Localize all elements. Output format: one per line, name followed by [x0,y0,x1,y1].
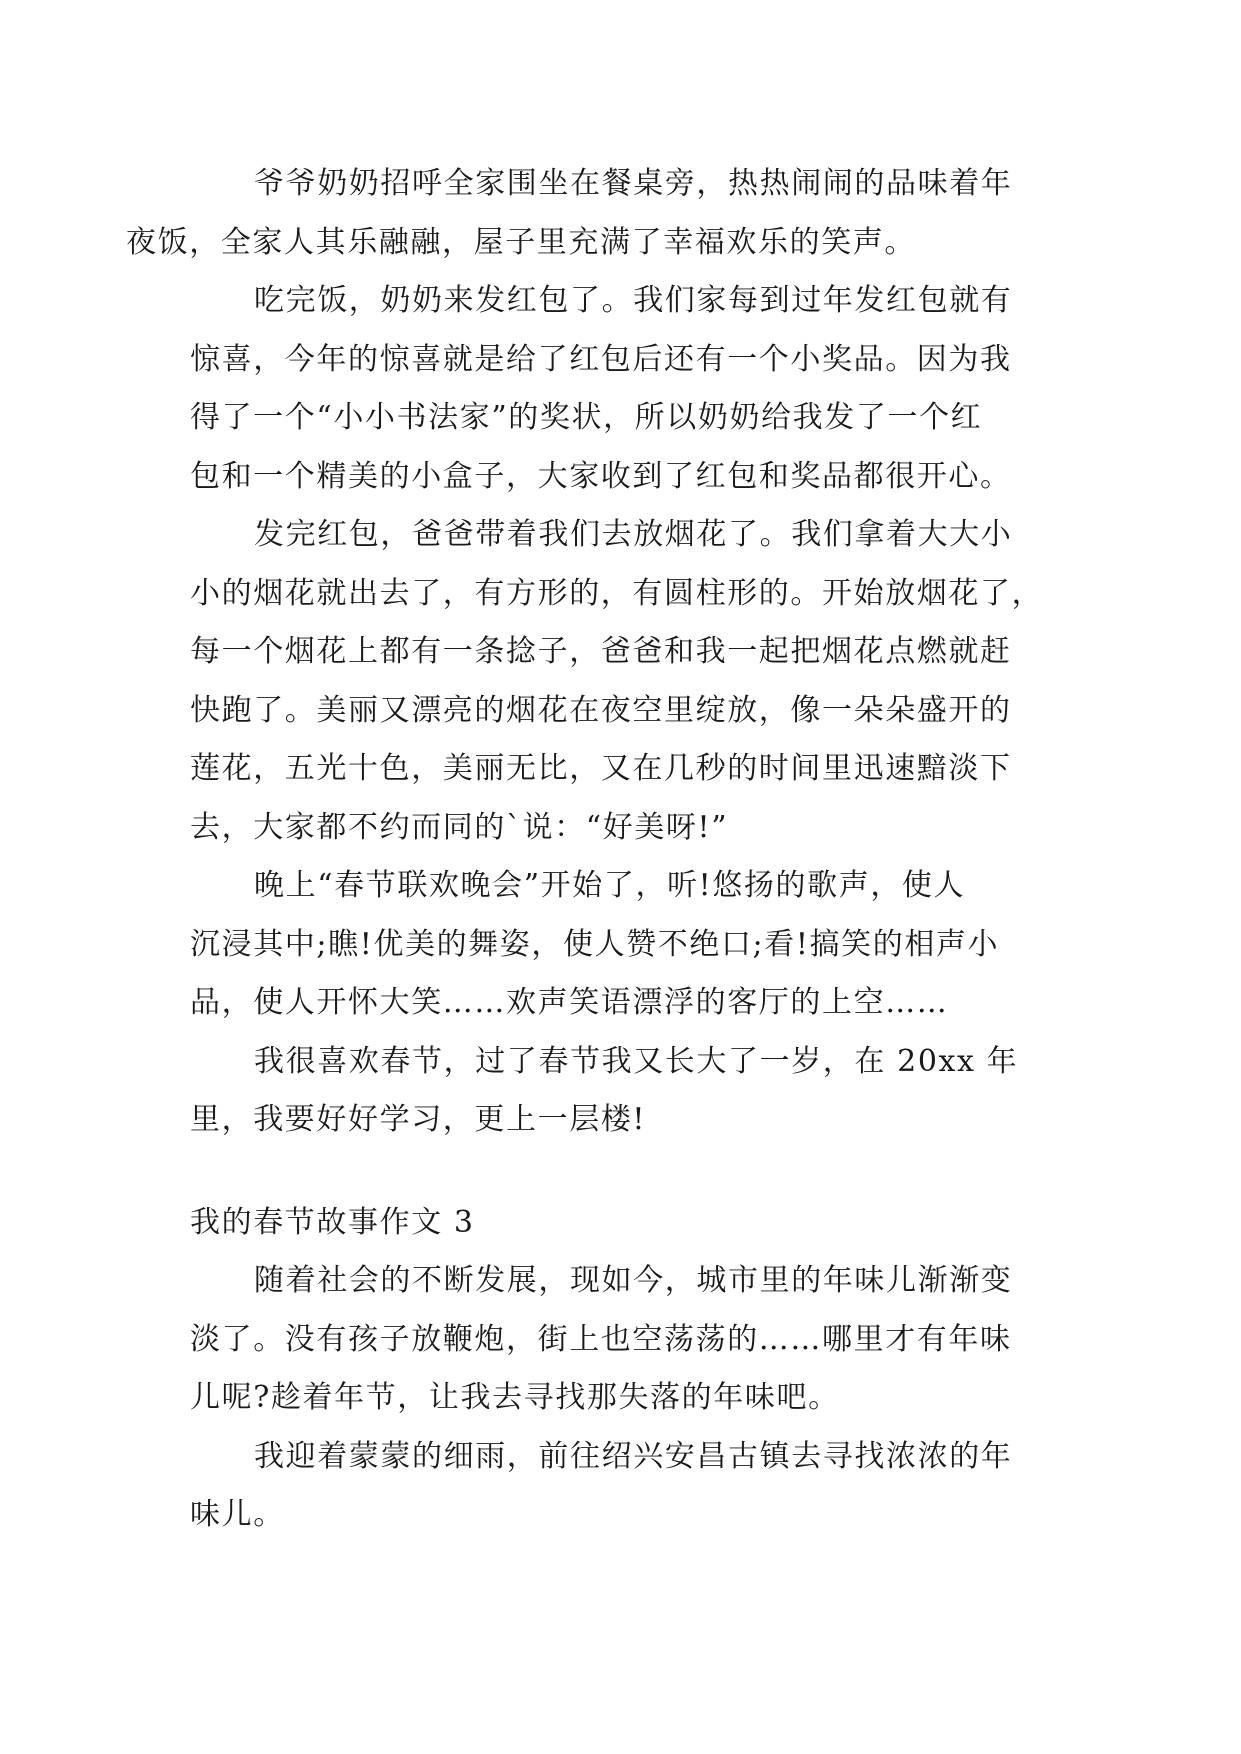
text-line: 小的烟花就出去了，有方形的，有圆柱形的。开始放烟花了， [190,575,1044,611]
text-line: 淡了。没有孩子放鞭炮，街上也空荡荡的……哪里才有年味 [190,1321,1012,1357]
text-line: 去，大家都不约而同的`说：“好美呀!” [190,809,729,845]
text-line: 我迎着蒙蒙的细雨，前往绍兴安昌古镇去寻找浓浓的年 [254,1438,1013,1474]
paragraph-ancient-town [190,1428,1070,1545]
text-line: 惊喜，今年的惊喜就是给了红包后还有一个小奖品。因为我 [190,341,1012,377]
text-line: 莲花，五光十色，美丽无比，又在几秒的时间里迅速黯淡下 [190,751,1012,786]
text-line: 快跑了。美丽又漂亮的烟花在夜空里绽放，像一朵朵盛开的 [190,692,1012,728]
text-line: 每一个烟花上都有一条捻子，爸爸和我一起把烟花点燃就赶 [190,634,1012,669]
text-line: 沉浸其中;瞧!优美的舞姿，使人赞不绝口;看!搞笑的相声小 [190,926,1000,962]
text-line: 随着社会的不断发展，现如今，城市里的年味儿渐渐变 [254,1263,1013,1298]
text-line: 晚上“春节联欢晚会”开始了，听!悠扬的歌声，使人 [254,868,966,903]
text-line: 儿呢?趁着年节，让我去寻找那失落的年味吧。 [190,1380,840,1415]
text-line: 得了一个“小小书法家”的奖状，所以奶奶给我发了一个红 [190,400,983,435]
text-line: 里，我要好好学习，更上一层楼! [190,1102,647,1137]
paragraph-fading-festival [190,1252,1070,1428]
paragraph-conclusion [190,1033,1070,1150]
text-line: 发完红包，爸爸带着我们去放烟花了。我们拿着大大小 [254,517,1013,552]
paragraph-fireworks [190,506,1070,857]
text-line: 味儿。 [190,1497,285,1532]
text-line: 爷爷奶奶招呼全家围坐在餐桌旁，热热闹闹的品味着年 [254,166,1013,201]
paragraph-family-dinner [126,155,1070,272]
text-line: 我很喜欢春节，过了春节我又长大了一岁，在 20xx 年 [254,1043,1019,1079]
text-line: 吃完饭，奶奶来发红包了。我们家每到过年发红包就有 [254,283,1013,318]
text-line: 品，使人开怀大笑……欢声笑语漂浮的客厅的上空…… [190,985,949,1020]
paragraph-red-envelopes [190,272,1070,506]
article-body [126,155,1070,1545]
paragraph-spring-gala [190,857,1070,1033]
text-line: 夜饭，全家人其乐融融，屋子里充满了幸福欢乐的笑声。 [126,224,916,260]
section-title: 我的春节故事作文 3 [190,1204,475,1240]
text-line: 包和一个精美的小盒子，大家收到了红包和奖品都很开心。 [190,458,1012,494]
